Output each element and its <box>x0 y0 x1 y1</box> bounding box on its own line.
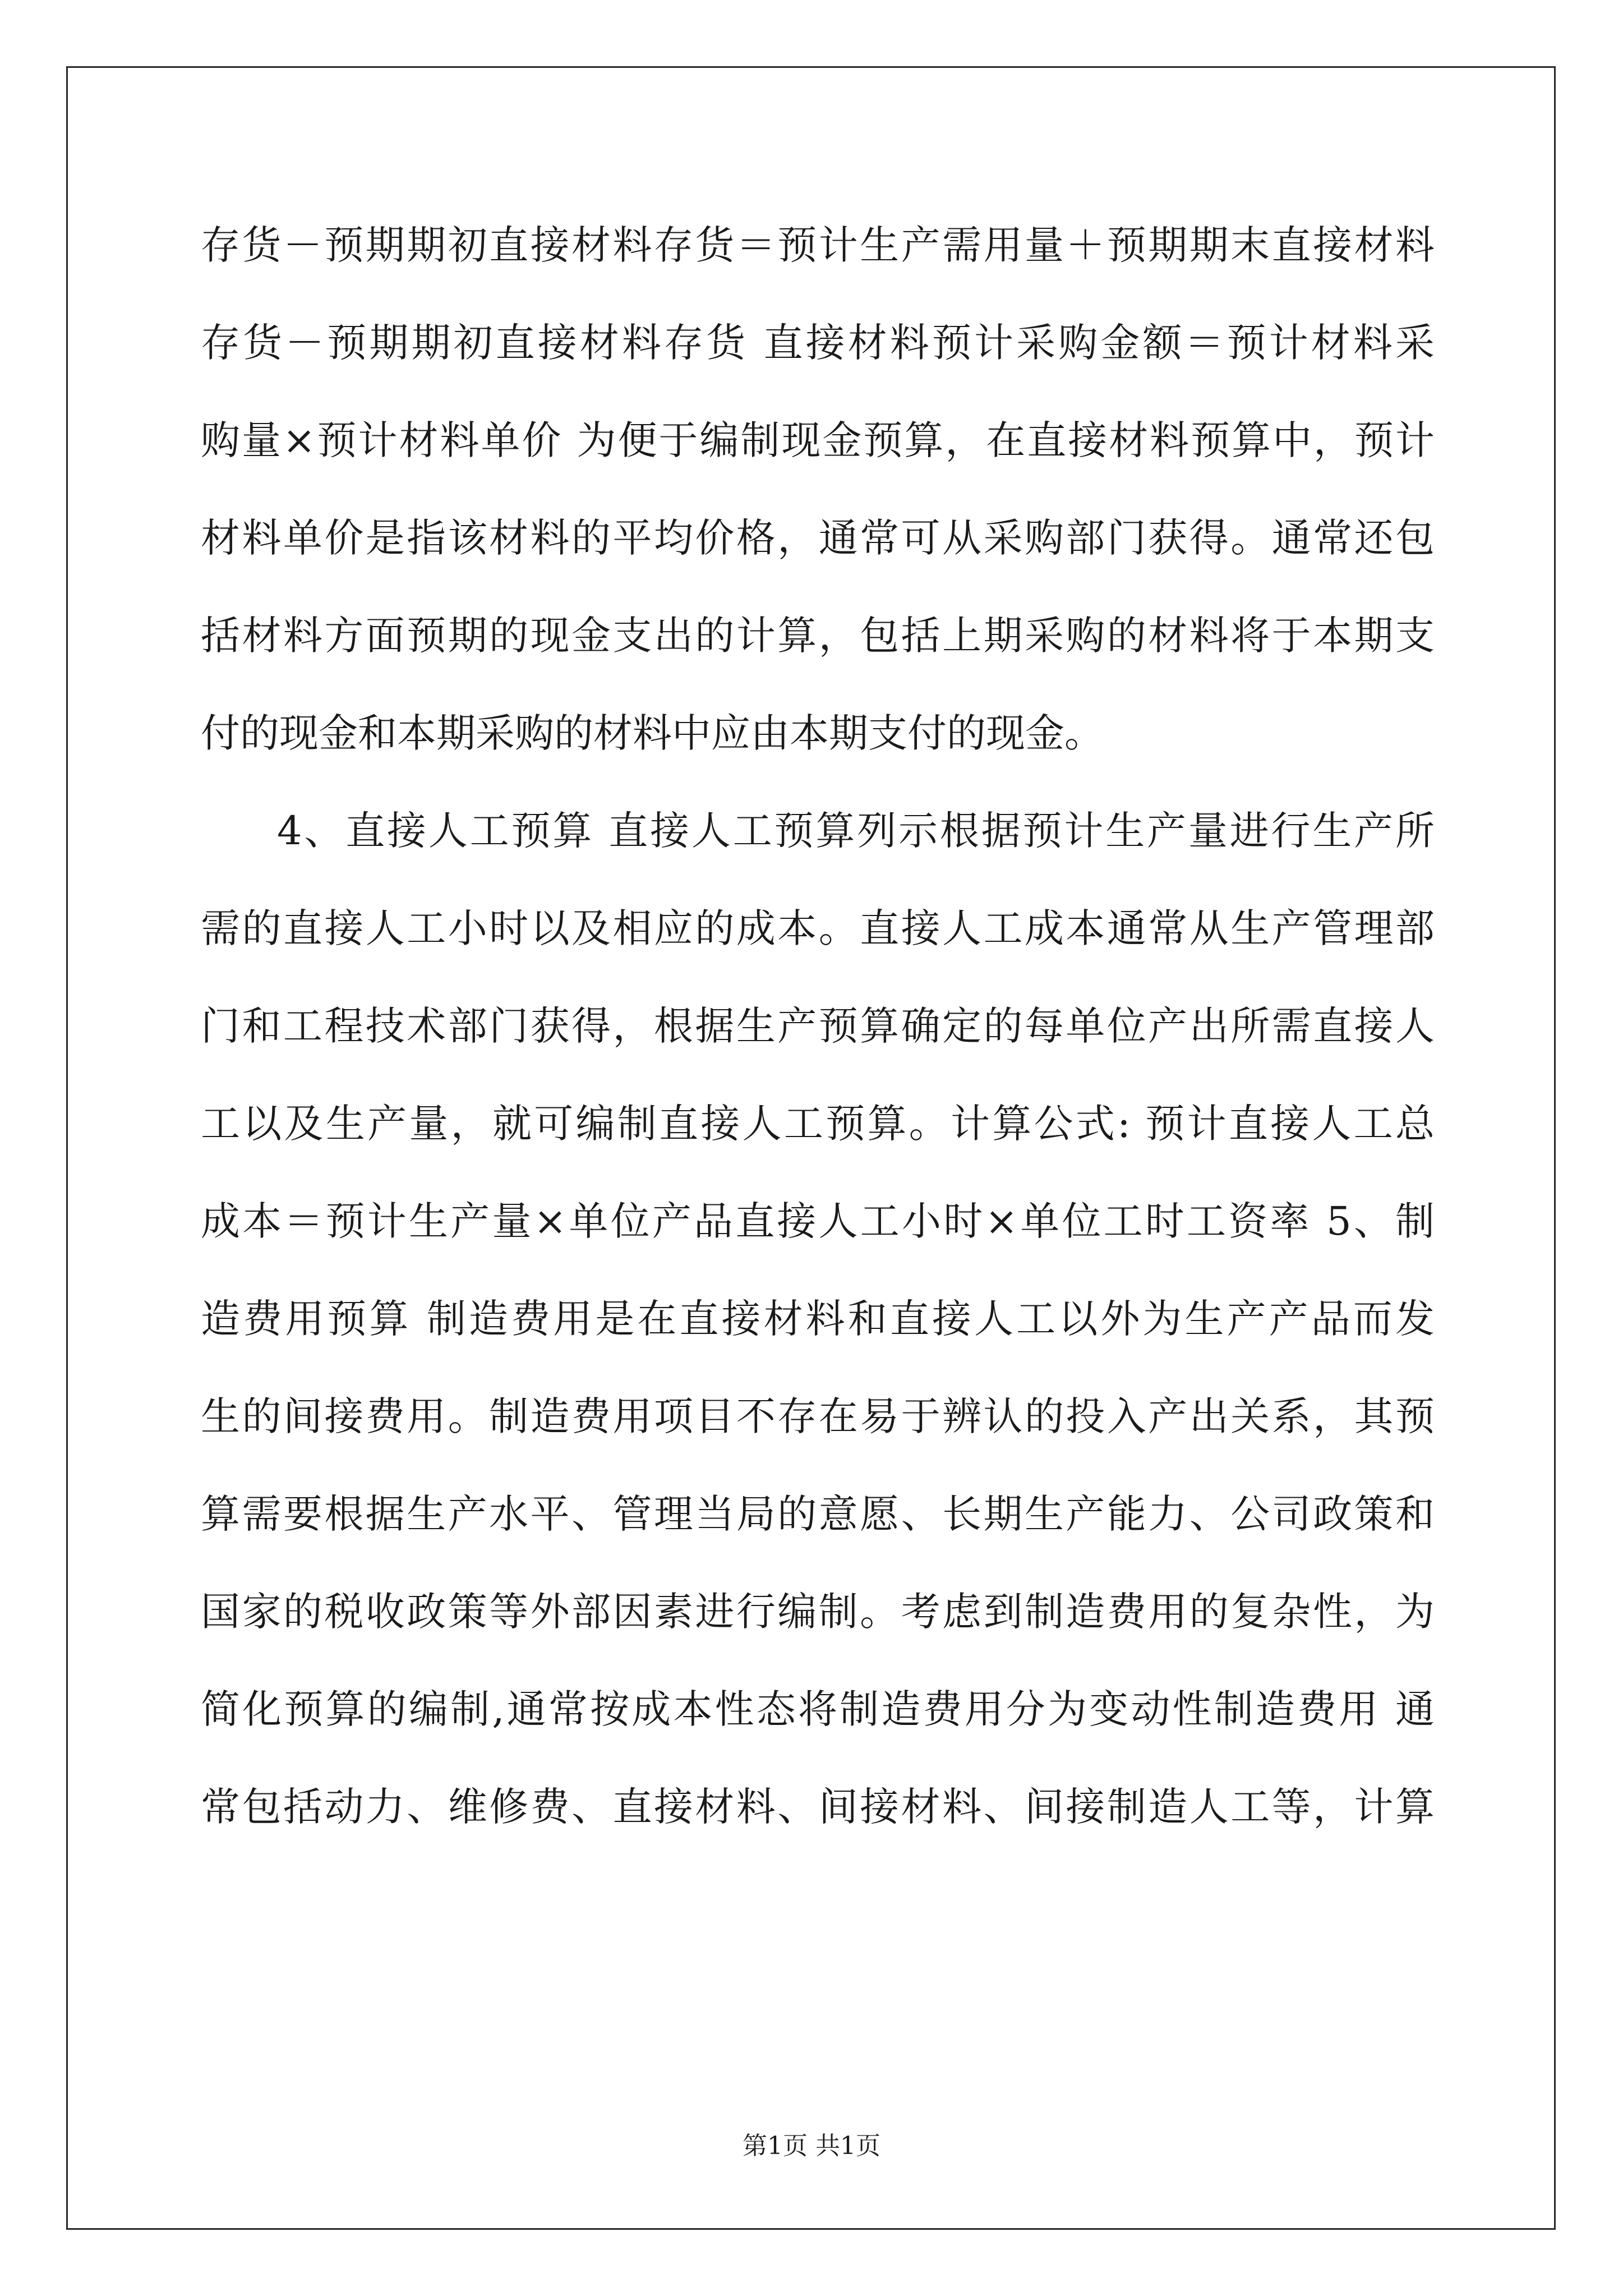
text-line: 生的间接费用。制造费用项目不存在易于辨认的投入产出关系，其预 <box>201 1393 1435 1439</box>
text-line: 国家的税收政策等外部因素进行编制。考虑到制造费用的复杂性，为 <box>201 1589 1435 1635</box>
text-line: 门和工程技术部门获得，根据生产预算确定的每单位产出所需直接人 <box>201 1003 1435 1049</box>
text-line: 成本＝预计生产量×单位产品直接人工小时×单位工时工资率 5、制 <box>201 1198 1435 1244</box>
text-line: 括材料方面预期的现金支出的计算，包括上期采购的材料将于本期支 <box>201 613 1435 659</box>
text-line: 常包括动力、维修费、直接材料、间接材料、间接制造人工等，计算 <box>201 1784 1435 1830</box>
text-line: 存货－预期期初直接材料存货＝预计生产需用量＋预期期末直接材料 <box>201 222 1435 268</box>
text-line: 工以及生产量，就可编制直接人工预算。计算公式: 预计直接人工总 <box>201 1101 1435 1147</box>
text-line: 需的直接人工小时以及相应的成本。直接人工成本通常从生产管理部 <box>201 905 1435 951</box>
text-line: 材料单价是指该材料的平均价格，通常可从采购部门获得。通常还包 <box>201 515 1435 561</box>
text-line: 简化预算的编制,通常按成本性态将制造费用分为变动性制造费用 通 <box>201 1686 1435 1732</box>
body-text <box>201 196 1435 1856</box>
paragraph-first-line: 4、直接人工预算 直接人工预算列示根据预计生产量进行生产所 <box>277 808 1435 854</box>
text-line: 付的现金和本期采购的材料中应由本期支付的现金。 <box>201 710 1104 756</box>
page-number-footer: 第1页 共1页 <box>743 2132 880 2160</box>
text-line: 算需要根据生产水平、管理当局的意愿、长期生产能力、公司政策和 <box>201 1491 1435 1537</box>
text-line: 造费用预算 制造费用是在直接材料和直接人工以外为生产产品而发 <box>201 1296 1435 1342</box>
text-line: 存货－预期期初直接材料存货 直接材料预计采购金额＝预计材料采 <box>201 320 1435 366</box>
text-line: 购量×预计材料单价 为便于编制现金预算，在直接材料预算中，预计 <box>201 417 1435 463</box>
